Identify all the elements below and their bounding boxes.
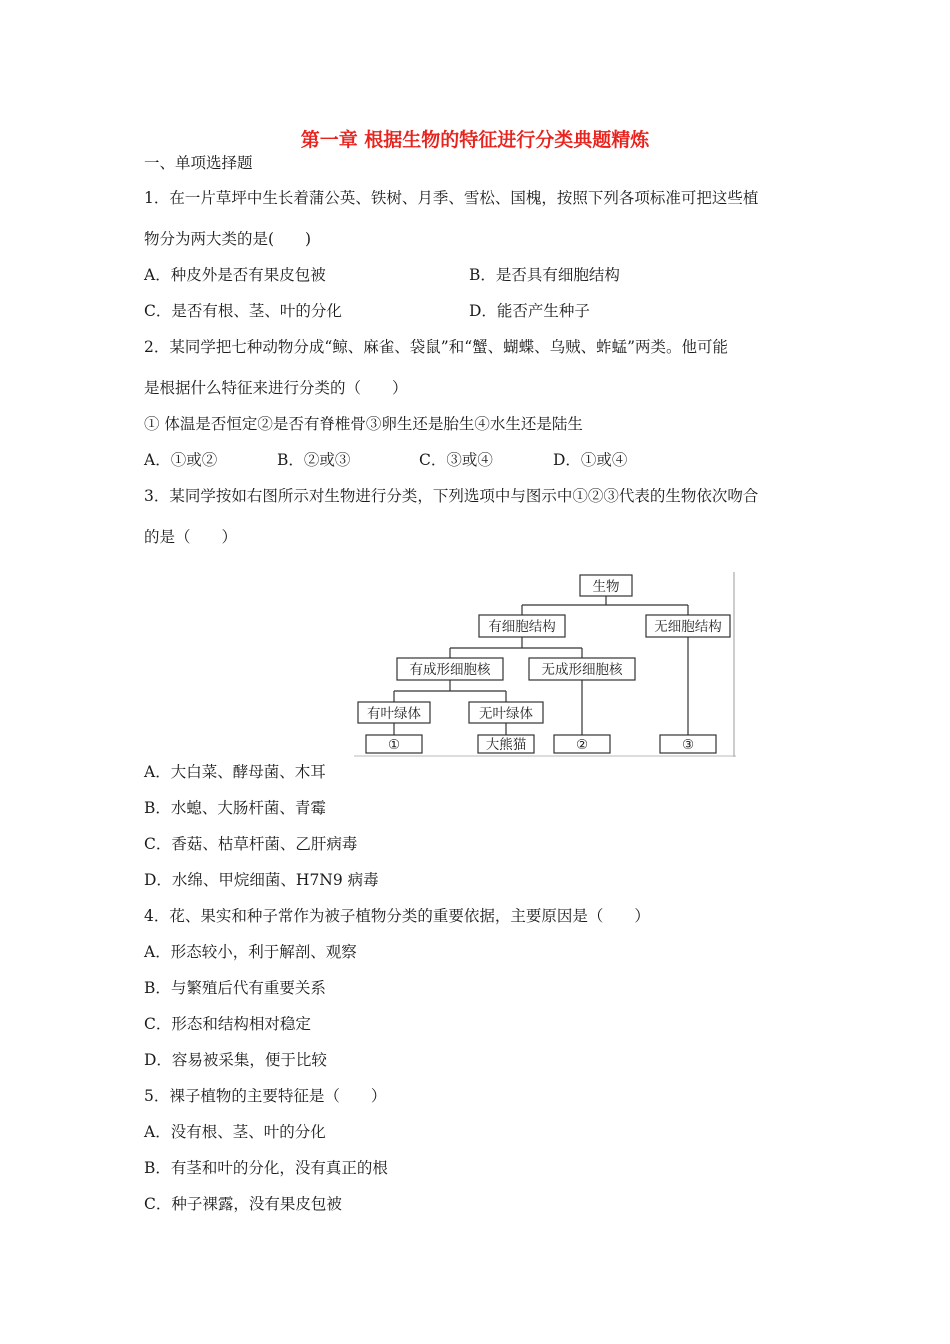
q2-stem-line-1: 2．某同学把七种动物分成“鲸、麻雀、袋鼠”和“蟹、蝴蝶、乌贼、蚱蜢”两类。他可能 [144, 338, 729, 356]
q4-option-d: D．容易被采集，便于比较 [144, 1051, 327, 1069]
node-root [580, 575, 632, 596]
section-heading: 一、单项选择题 [144, 154, 253, 172]
leaf-panda-label: 大熊猫 [485, 737, 527, 753]
q4-stem: 4．花、果实和种子常作为被子植物分类的重要依据，主要原因是（ ） [144, 907, 650, 925]
q2-option-c: C．③或④ [419, 451, 493, 469]
node-cellular [479, 615, 565, 637]
leaf-3 [660, 735, 716, 753]
q1-options-row-2 [144, 301, 590, 321]
q2-stem-line-3: ① 体温是否恒定②是否有脊椎骨③卵生还是胎生④水生还是陆生 [144, 415, 583, 433]
node-no-chloroplast [469, 702, 543, 723]
node-no-nucleus-label: 无成形细胞核 [541, 662, 623, 678]
document-title: 第一章 根据生物的特征进行分类典题精炼 [300, 129, 650, 151]
classification-diagram [354, 572, 736, 757]
q1-stem-line-1: 1．在一片草坪中生长着蒲公英、铁树、月季、雪松、国槐，按照下列各项标准可把这些植 [144, 189, 759, 207]
leaf-3-label: ③ [681, 737, 695, 753]
q4-option-b: B．与繁殖后代有重要关系 [144, 979, 326, 997]
q3-option-a: A．大白菜、酵母菌、木耳 [144, 763, 326, 781]
q4-option-c: C．形态和结构相对稳定 [144, 1015, 311, 1033]
q1-options-row-1 [144, 265, 620, 285]
q4-option-a: A．形态较小，利于解剖、观察 [144, 943, 357, 961]
q5-option-c: C．种子裸露，没有果皮包被 [144, 1195, 342, 1213]
q1-option-d: D．能否产生种子 [469, 302, 590, 320]
q1-option-c: C．是否有根、茎、叶的分化 [144, 302, 342, 320]
node-no-nucleus [529, 658, 635, 680]
q2-option-d: D．①或④ [553, 451, 628, 469]
node-nucleus [397, 658, 503, 680]
node-nucleus-label: 有成形细胞核 [409, 662, 491, 678]
q5-option-b: B．有茎和叶的分化，没有真正的根 [144, 1159, 388, 1177]
leaf-2-label: ② [575, 737, 589, 753]
q3-option-b: B．水螅、大肠杆菌、青霉 [144, 799, 326, 817]
q2-option-b: B．②或③ [277, 451, 351, 469]
node-acellular [646, 615, 730, 637]
leaf-1 [366, 735, 422, 753]
q3-stem-line-2: 的是（ ） [144, 528, 238, 546]
node-acellular-label: 无细胞结构 [654, 619, 722, 635]
leaf-1-label: ① [387, 737, 401, 753]
q5-option-a: A．没有根、茎、叶的分化 [144, 1123, 326, 1141]
q1-option-a: A．种皮外是否有果皮包被 [144, 266, 326, 284]
node-root-label: 生物 [592, 579, 620, 595]
q2-stem-line-2: 是根据什么特征来进行分类的（ ） [144, 379, 408, 397]
node-chloroplast [358, 702, 430, 723]
leaf-panda [478, 735, 534, 753]
node-cellular-label: 有细胞结构 [488, 619, 556, 635]
leaf-2 [554, 735, 610, 753]
node-chloroplast-label: 有叶绿体 [367, 706, 421, 722]
q2-option-a: A．①或② [144, 451, 218, 469]
q1-option-b: B．是否具有细胞结构 [469, 266, 620, 284]
q5-stem: 5．裸子植物的主要特征是（ ） [144, 1087, 387, 1105]
q3-option-d: D．水绵、甲烷细菌、H7N9 病毒 [144, 871, 379, 889]
q3-option-c: C．香菇、枯草杆菌、乙肝病毒 [144, 835, 358, 853]
q1-stem-line-2: 物分为两大类的是( ) [144, 230, 312, 248]
node-no-chloroplast-label: 无叶绿体 [479, 706, 533, 722]
q3-stem-line-1: 3．某同学按如右图所示对生物进行分类，下列选项中与图示中①②③代表的生物依次吻合 [144, 487, 759, 505]
